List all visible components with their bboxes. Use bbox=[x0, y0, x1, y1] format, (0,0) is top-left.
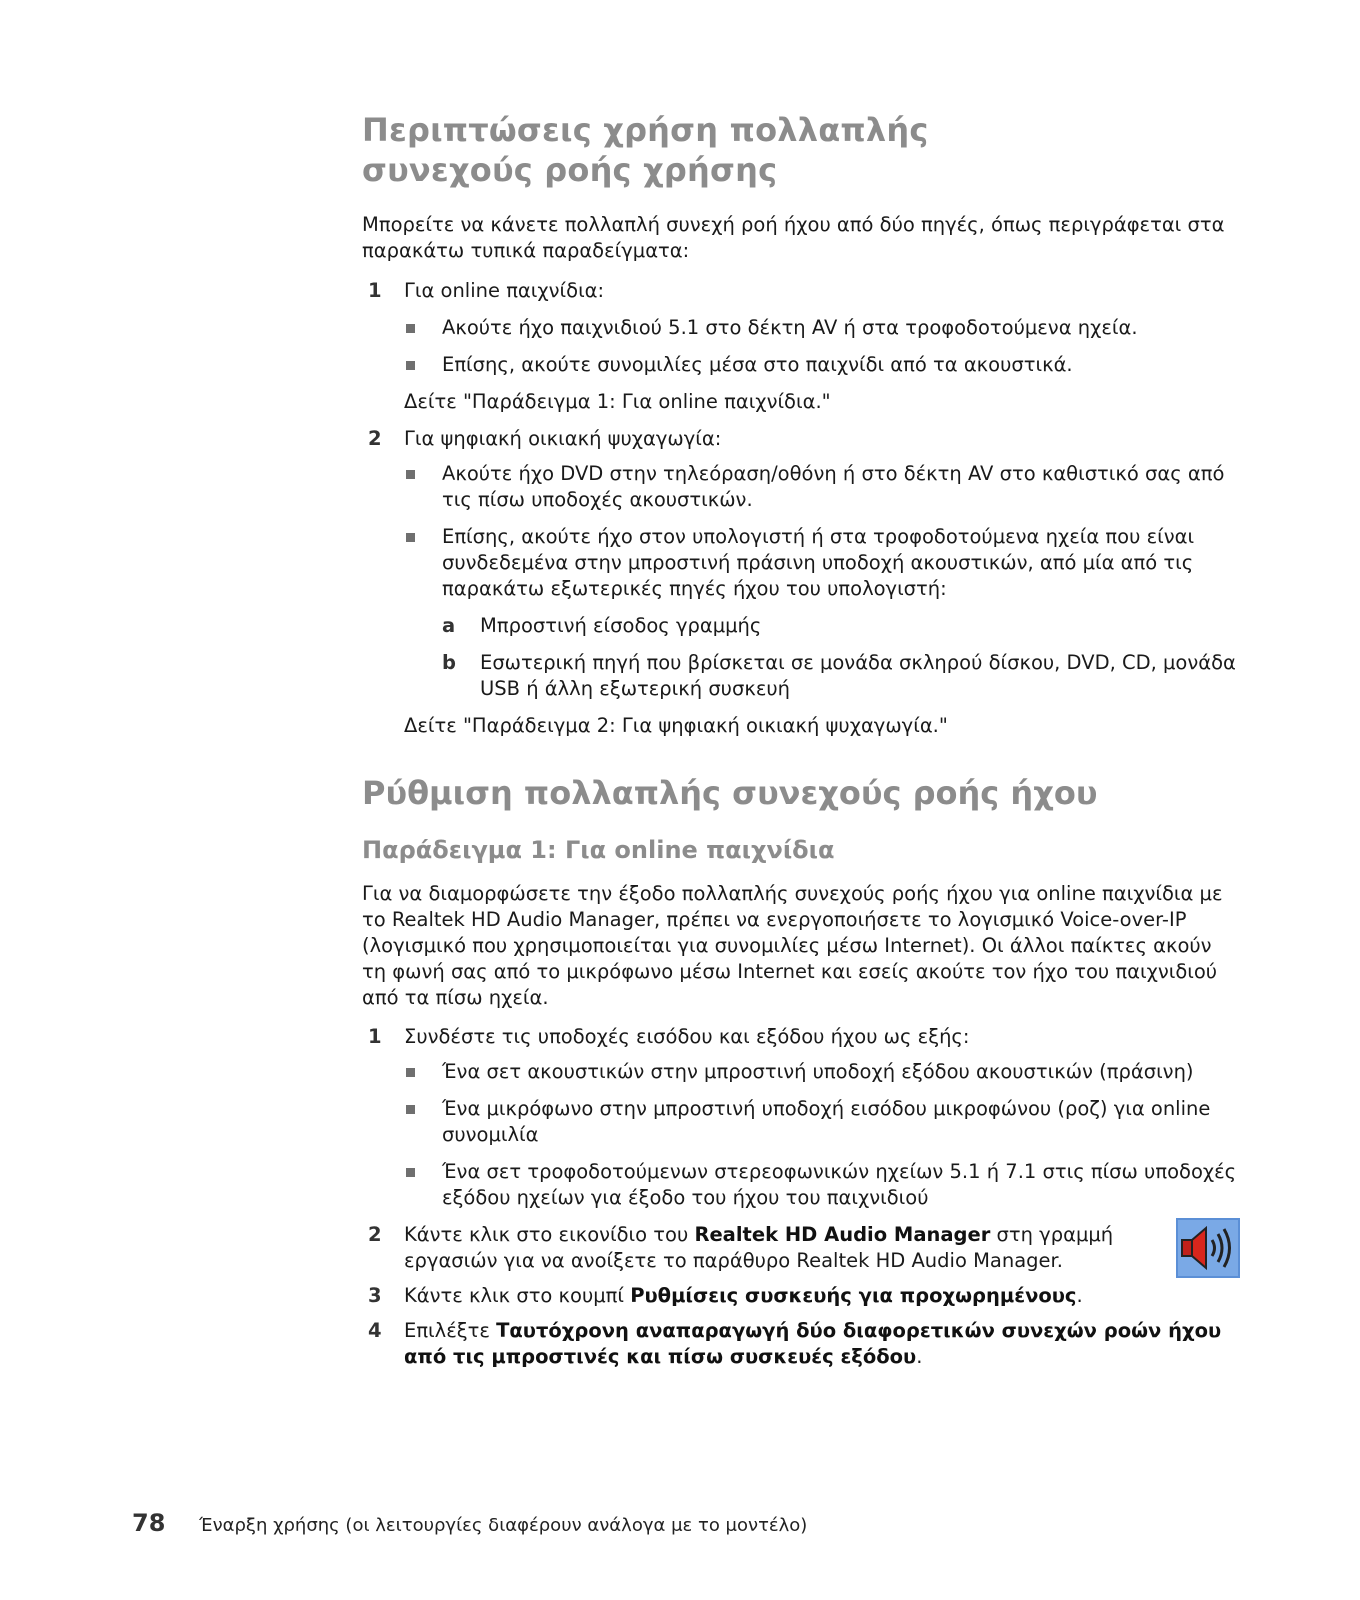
speaker-icon[interactable] bbox=[1176, 1218, 1240, 1278]
sub-item bbox=[362, 650, 1240, 702]
bullet-text: Επίσης, ακούτε ήχο στον υπολογιστή ή στα τροφοδοτούμενα ηχεία που είναι συνδεδεμένα στην μπροστινή πράσινη υποδοχή ακουστικών, από μία από τις παρακάτω εξωτερικές πηγές ήχου του υπολογιστή: bbox=[442, 525, 1195, 600]
step-number: 2 bbox=[368, 1223, 382, 1246]
sub-item bbox=[362, 613, 1240, 639]
bullet-item bbox=[362, 461, 1240, 513]
sub-letter: a bbox=[442, 614, 456, 637]
step-number: 3 bbox=[368, 1284, 382, 1307]
step-item bbox=[362, 1283, 1240, 1309]
bullet-square-icon bbox=[406, 1068, 415, 1077]
bullet-square-icon bbox=[406, 470, 415, 479]
bullet-text: Ένα μικρόφωνο στην μπροστινή υποδοχή εισόδου μικροφώνου (ροζ) για online συνομιλία bbox=[442, 1097, 1211, 1146]
bullet-square-icon bbox=[406, 324, 415, 333]
page-content bbox=[362, 110, 1240, 1370]
item-number: 1 bbox=[368, 279, 382, 302]
list-item bbox=[362, 278, 1240, 304]
bullet-square-icon bbox=[406, 361, 415, 370]
bullet-item bbox=[362, 1096, 1240, 1148]
step-text-pre: Κάντε κλικ στο κουμπί bbox=[404, 1284, 631, 1307]
step-text: Συνδέστε τις υποδοχές εισόδου και εξόδου ήχου ως εξής: bbox=[404, 1025, 970, 1048]
step-number: 1 bbox=[368, 1025, 382, 1048]
step-text-pre: Επιλέξτε bbox=[404, 1319, 497, 1342]
footer-text: Έναρξη χρήσης (οι λειτουργίες διαφέρουν ανάλογα με το μοντέλο) bbox=[199, 1515, 808, 1536]
step-text-post: . bbox=[916, 1345, 923, 1368]
example-intro: Για να διαμορφώσετε την έξοδο πολλαπλής συνεχούς ροής ήχου για online παιχνίδια με το Realtek HD Audio Manager, πρέπει να ενεργοποιήσετε το λογισμικό Voice-over-IP (λογισμικό που χρησιμοποιείται για συνομιλίες μέσω Internet). Οι άλλοι παίκτες ακούν τη φωνή σας από το μικρόφωνο μέσω Internet και εσείς ακούτε τον ήχο του παιχνιδιού από τα πίσω ηχεία. bbox=[362, 882, 1223, 1009]
section-title: Ρύθμιση πολλαπλής συνεχούς ροής ήχου bbox=[362, 774, 1098, 812]
example-title: Παράδειγμα 1: Για online παιχνίδια bbox=[362, 836, 835, 864]
step-bold: Ταυτόχρονη αναπαραγωγή δύο διαφορετικών συνεχών ροών ήχου από τις μπροστινές και πίσω συσκευές εξόδου bbox=[404, 1319, 1222, 1368]
list-item bbox=[362, 426, 1240, 452]
bullet-item bbox=[362, 315, 1240, 341]
bullet-text: Ακούτε ήχο παιχνιδιού 5.1 στο δέκτη AV ή στα τροφοδοτούμενα ηχεία. bbox=[442, 316, 1138, 339]
step-item bbox=[362, 1222, 1240, 1274]
sub-letter: b bbox=[442, 651, 456, 674]
step-text-post: . bbox=[1076, 1284, 1083, 1307]
bullet-square-icon bbox=[406, 1105, 415, 1114]
item-text: Για online παιχνίδια: bbox=[404, 279, 605, 302]
item-text: Για ψηφιακή οικιακή ψυχαγωγία: bbox=[404, 427, 722, 450]
see-reference: Δείτε "Παράδειγμα 1: Για online παιχνίδια." bbox=[404, 390, 831, 413]
step-text-pre: Κάντε κλικ στο εικονίδιο του bbox=[404, 1223, 695, 1246]
step-bold: Ρυθμίσεις συσκευής για προχωρημένους bbox=[630, 1284, 1077, 1307]
step-text-post: στη γραμμή εργασιών για να ανοίξετε το παράθυρο Realtek HD Audio Manager. bbox=[404, 1223, 1114, 1272]
step-item bbox=[362, 1024, 1240, 1050]
step-bold: Realtek HD Audio Manager bbox=[694, 1223, 991, 1246]
page-number: 78 bbox=[132, 1509, 166, 1537]
bullet-square-icon bbox=[406, 1168, 415, 1177]
sub-text: Μπροστινή είσοδος γραμμής bbox=[480, 614, 762, 637]
bullet-text: Ένα σετ τροφοδοτούμενων στερεοφωνικών ηχείων 5.1 ή 7.1 στις πίσω υποδοχές εξόδου ηχείων για έξοδο του ήχου του παιχνιδιού bbox=[442, 1160, 1237, 1209]
bullet-item bbox=[362, 524, 1240, 602]
sub-text: Εσωτερική πηγή που βρίσκεται σε μονάδα σκληρού δίσκου, DVD, CD, μονάδα USB ή άλλη εξωτερική συσκευή bbox=[480, 651, 1236, 700]
bullet-item bbox=[362, 1159, 1240, 1211]
section-intro: Μπορείτε να κάνετε πολλαπλή συνεχή ροή ήχου από δύο πηγές, όπως περιγράφεται στα παρακάτω τυπικά παραδείγματα: bbox=[362, 213, 1225, 262]
bullet-text: Επίσης, ακούτε συνομιλίες μέσα στο παιχνίδι από τα ακουστικά. bbox=[442, 353, 1073, 376]
bullet-item bbox=[362, 1059, 1240, 1085]
step-item bbox=[362, 1318, 1240, 1370]
bullet-text: Ένα σετ ακουστικών στην μπροστινή υποδοχή εξόδου ακουστικών (πράσινη) bbox=[442, 1060, 1194, 1083]
bullet-item bbox=[362, 352, 1240, 378]
bullet-text: Ακούτε ήχο DVD στην τηλεόραση/οθόνη ή στο δέκτη AV στο καθιστικό σας από τις πίσω υποδοχές ακουστικών. bbox=[442, 462, 1225, 511]
section-title: Περιπτώσεις χρήση πολλαπλής συνεχούς ροής χρήσης bbox=[362, 111, 929, 189]
step-number: 4 bbox=[368, 1319, 382, 1342]
bullet-square-icon bbox=[406, 533, 415, 542]
item-number: 2 bbox=[368, 427, 382, 450]
page-footer bbox=[132, 1510, 807, 1539]
see-reference: Δείτε "Παράδειγμα 2: Για ψηφιακή οικιακή ψυχαγωγία." bbox=[404, 714, 948, 737]
